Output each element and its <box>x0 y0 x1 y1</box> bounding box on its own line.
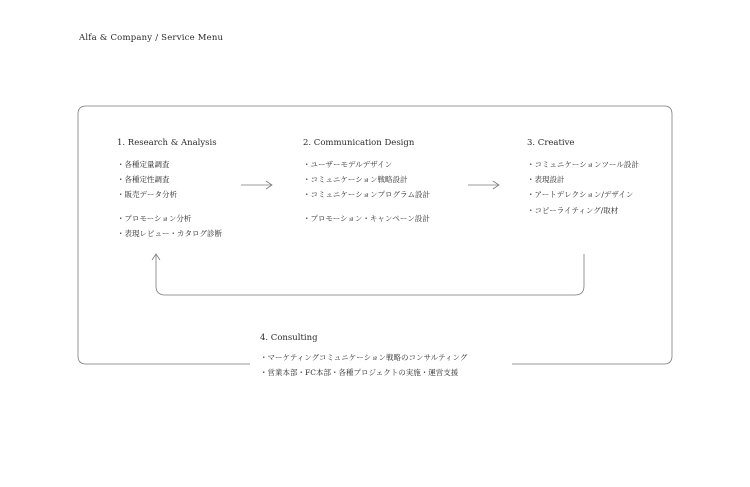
arrow-design-to-creative-icon <box>468 181 499 189</box>
item-group <box>303 211 430 226</box>
list-item: ・各種定性調査 <box>117 175 170 185</box>
consulting-section <box>260 333 467 380</box>
list-item: ・営業本部・FC本部・各種プロジェクトの実施・運営支援 <box>260 368 459 378</box>
list-item: ・各種定量調査 <box>117 160 170 169</box>
list-item: ・ユーザーモデルデザイン <box>303 160 393 169</box>
item-group <box>117 211 222 241</box>
item-group <box>303 157 430 203</box>
list-item: ・プロモーション・キャンペーン設計 <box>303 213 430 223</box>
list-item: ・コピーライティング/取材 <box>527 205 619 215</box>
list-item: ・表現設計 <box>527 175 565 185</box>
item-group <box>527 157 639 218</box>
list-item: ・マーケティングコミュニケーション戦略のコンサルティング <box>260 353 468 362</box>
list-item: ・コミュニケーションツール設計 <box>527 160 639 169</box>
list-item: ・コミュニケーション戦略設計 <box>303 175 408 185</box>
column-heading: 1. Research & Analysis <box>117 138 217 148</box>
consulting-heading: 4. Consulting <box>260 333 318 343</box>
column-heading: 2. Communication Design <box>303 138 415 148</box>
column-creative <box>527 138 639 218</box>
list-item: ・プロモーション分析 <box>117 213 192 223</box>
list-item: ・コミュニケーションプログラム設計 <box>303 190 430 200</box>
consulting-items <box>260 350 467 380</box>
column-communication-design <box>303 138 430 226</box>
item-group <box>117 157 222 203</box>
list-item: ・表現レビュー・カタログ診断 <box>117 228 222 238</box>
column-research-analysis <box>117 138 222 241</box>
list-item: ・販売データ分析 <box>117 190 177 200</box>
breadcrumb: Alfa & Company / Service Menu <box>79 33 224 43</box>
return-loop-arrow-icon <box>152 254 584 295</box>
arrow-research-to-design-icon <box>241 181 272 189</box>
list-item: ・アートデレクション/デザイン <box>527 190 634 200</box>
column-heading: 3. Creative <box>527 138 575 148</box>
